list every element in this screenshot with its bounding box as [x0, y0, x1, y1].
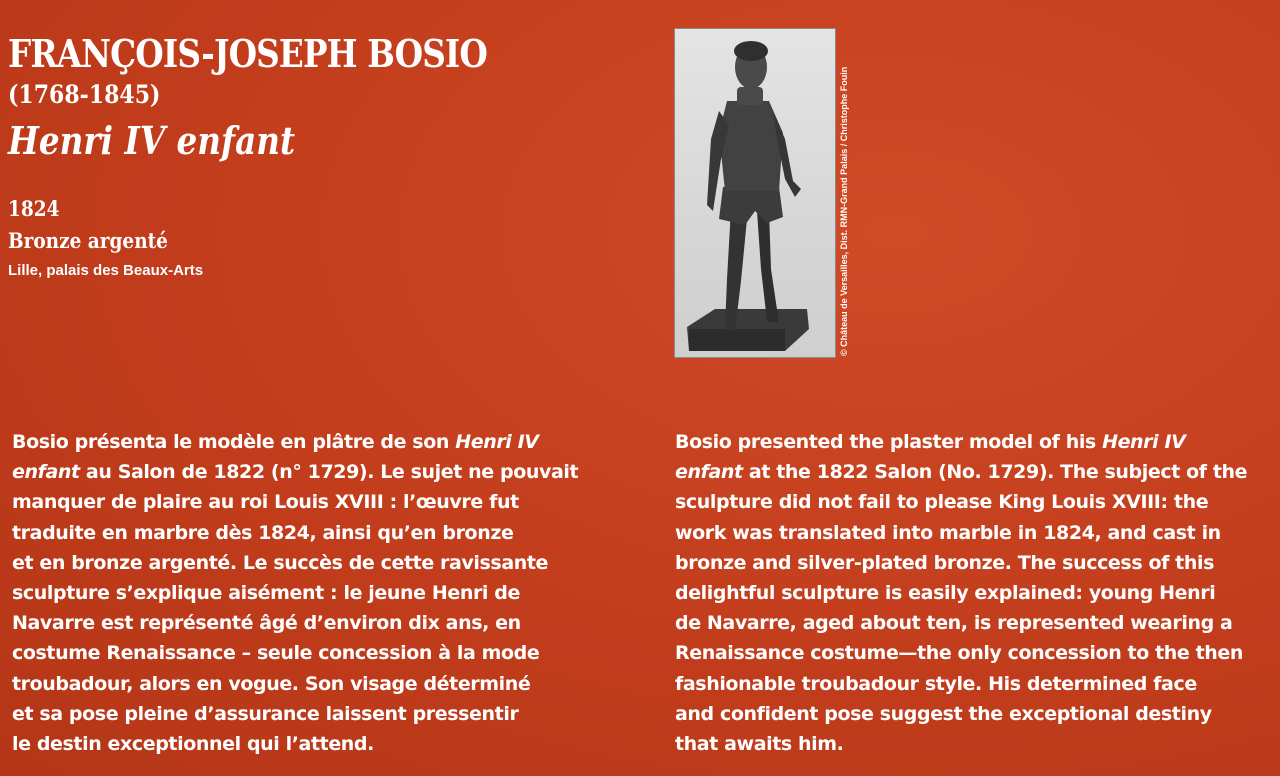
text-line: Navarre est représenté âgé d’environ dix ans, en	[12, 612, 521, 635]
artist-dates: (1768-1845)	[8, 80, 161, 109]
text-line: de Navarre, aged about ten, is represented wearing a	[675, 612, 1233, 635]
text-line: and confident pose suggest the exceptional destiny	[675, 702, 1212, 725]
text-line: le destin exceptionnel qui l’attend.	[12, 733, 374, 756]
french-description	[12, 427, 632, 759]
artwork-medium: Bronze argenté	[8, 228, 168, 253]
english-description	[675, 427, 1275, 759]
artwork-title: Henri IV enfant	[8, 118, 296, 163]
text-line: troubadour, alors en vogue. Son visage déterminé	[12, 672, 531, 695]
artwork-location: Lille, palais des Beaux-Arts	[8, 262, 204, 279]
text-line: delightful sculpture is easily explained: young Henri	[675, 582, 1216, 605]
text-line: Renaissance costume—the only concession to the then	[675, 642, 1244, 665]
text-line: et en bronze argenté. Le succès de cette ravissante	[12, 551, 549, 574]
text-line: that awaits him.	[675, 733, 844, 756]
text-line: sculpture did not fail to please King Louis XVIII: the	[675, 491, 1209, 514]
text-line: fashionable troubadour style. His determined face	[675, 672, 1197, 695]
text-line: sculpture s’explique aisément : le jeune Henri de	[12, 582, 520, 605]
text-line: work was translated into marble in 1824, and cast in	[675, 521, 1221, 544]
text-line: enfant au Salon de 1822 (n° 1729). Le sujet ne pouvait	[12, 461, 579, 484]
text-line: enfant at the 1822 Salon (No. 1729). The subject of the	[675, 461, 1248, 484]
text-line: bronze and silver-plated bronze. The success of this	[675, 551, 1215, 574]
photo-credit: © Château de Versailles, Dist. RMN-Grand Palais / Christophe Fouin	[839, 66, 849, 356]
text-line: manquer de plaire au roi Louis XVIII : l’œuvre fut	[12, 491, 519, 514]
text-line: traduite en marbre dès 1824, ainsi qu’en bronze	[12, 521, 514, 544]
text-line: costume Renaissance – seule concession à la mode	[12, 642, 540, 665]
artist-name: FRANÇOIS-JOSEPH BOSIO	[8, 31, 487, 76]
artwork-year: 1824	[8, 196, 60, 221]
text-line: Bosio presented the plaster model of his Henri IV	[675, 431, 1186, 453]
sculpture-photo	[674, 28, 836, 358]
text-line: Bosio présenta le modèle en plâtre de son Henri IV	[12, 431, 539, 453]
text-line: et sa pose pleine d’assurance laissent pressentir	[12, 702, 519, 725]
